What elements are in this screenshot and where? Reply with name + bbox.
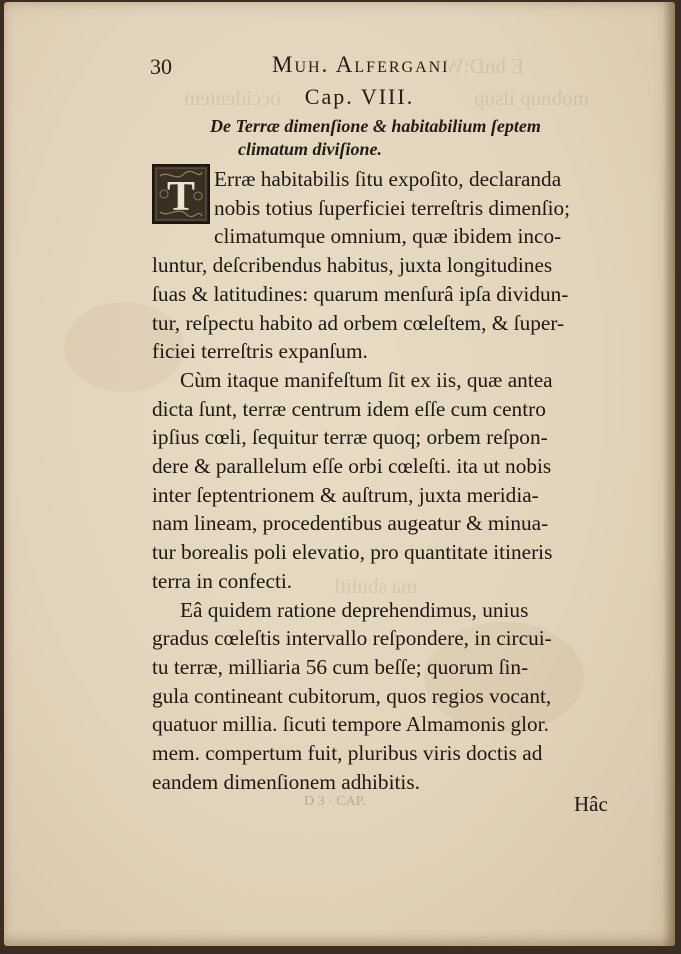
main-text xyxy=(152,165,624,796)
bleed-through-text: E bnD:W xyxy=(444,54,524,78)
text-line: tur borealis poli elevatio, pro quantitate itineris xyxy=(152,540,553,565)
text-line: ipſius cœli, ſequitur terræ quoq; orbem reſpon- xyxy=(152,425,548,450)
text-line: Erræ habitabilis ſitu expoſito, declaranda xyxy=(214,167,562,191)
text-line: nam lineam, procedentibus augeatur & minua- xyxy=(152,511,549,536)
text-line: mem. compertum fuit, pluribus viris doctis ad xyxy=(152,741,543,766)
bleed-through-signature: D 3 · CAP. xyxy=(304,794,366,809)
text-line: ſuas & latitudines: quarum menſurâ ipſa dividun- xyxy=(152,281,569,306)
text-line: Eâ quidem ratione deprehendimus, unius xyxy=(180,597,529,622)
text-line: nobis totius ſuperficiei terreſtris dimenſio; xyxy=(214,195,571,220)
text-line: Cùm itaque manifeſtum ſit ex iis, quæ antea xyxy=(180,367,553,392)
bleed-through-text: ma sbuƚitl xyxy=(334,574,418,598)
running-header xyxy=(150,52,510,82)
text-line: ficiei terreſtris expanſum. xyxy=(152,339,368,364)
text-line: dere & parallelum eſſe orbi cœleſti. ita ut nobis xyxy=(152,454,552,479)
text-line: inter ſeptentrionem & auſtrum, juxta meridia- xyxy=(152,482,539,507)
text-line: tur, reſpectu habito ad orbem cœleſtem, & ſuper- xyxy=(152,310,565,335)
running-head-title: Muh. Alfergani xyxy=(272,52,450,77)
bleed-through-text: mobnup ilsup xyxy=(474,86,589,110)
text-line: luntur, deſcribendus habitus, juxta longitudines xyxy=(152,253,553,278)
text-line: climatumque omnium, quæ ibidem inco- xyxy=(214,224,562,249)
text-line: quatuor millia. ſicuti tempore Almamonis glor. xyxy=(152,712,549,737)
page-edge-shadow xyxy=(663,2,675,946)
chapter-subtitle xyxy=(210,115,590,161)
subtitle-line: climatum diviſione. xyxy=(238,139,382,159)
catchword: Hâc xyxy=(574,792,608,816)
bleed-through-text: occidentem xyxy=(184,86,281,110)
drop-cap-letter: T xyxy=(166,174,196,220)
text-line: eandem dimenſionem adhibitis. xyxy=(152,769,420,794)
page-number: 30 xyxy=(150,54,172,79)
book-page xyxy=(4,2,675,946)
chapter-heading: Cap. VIII. xyxy=(304,84,415,109)
text-line: gradus cœleſtis intervallo reſpondere, in circui- xyxy=(152,626,552,651)
text-line: dicta ſunt, terræ centrum idem eſſe cum centro xyxy=(152,396,546,421)
text-line: gula contineant cubitorum, quos regios vocant, xyxy=(152,683,552,708)
subtitle-line: De Terræ dimenſione & habitabilium ſeptem xyxy=(210,116,541,136)
text-line: tu terræ, milliaria 56 cum beſſe; quorum ſin- xyxy=(152,654,529,679)
text-line: terra in confecti. xyxy=(152,568,293,593)
